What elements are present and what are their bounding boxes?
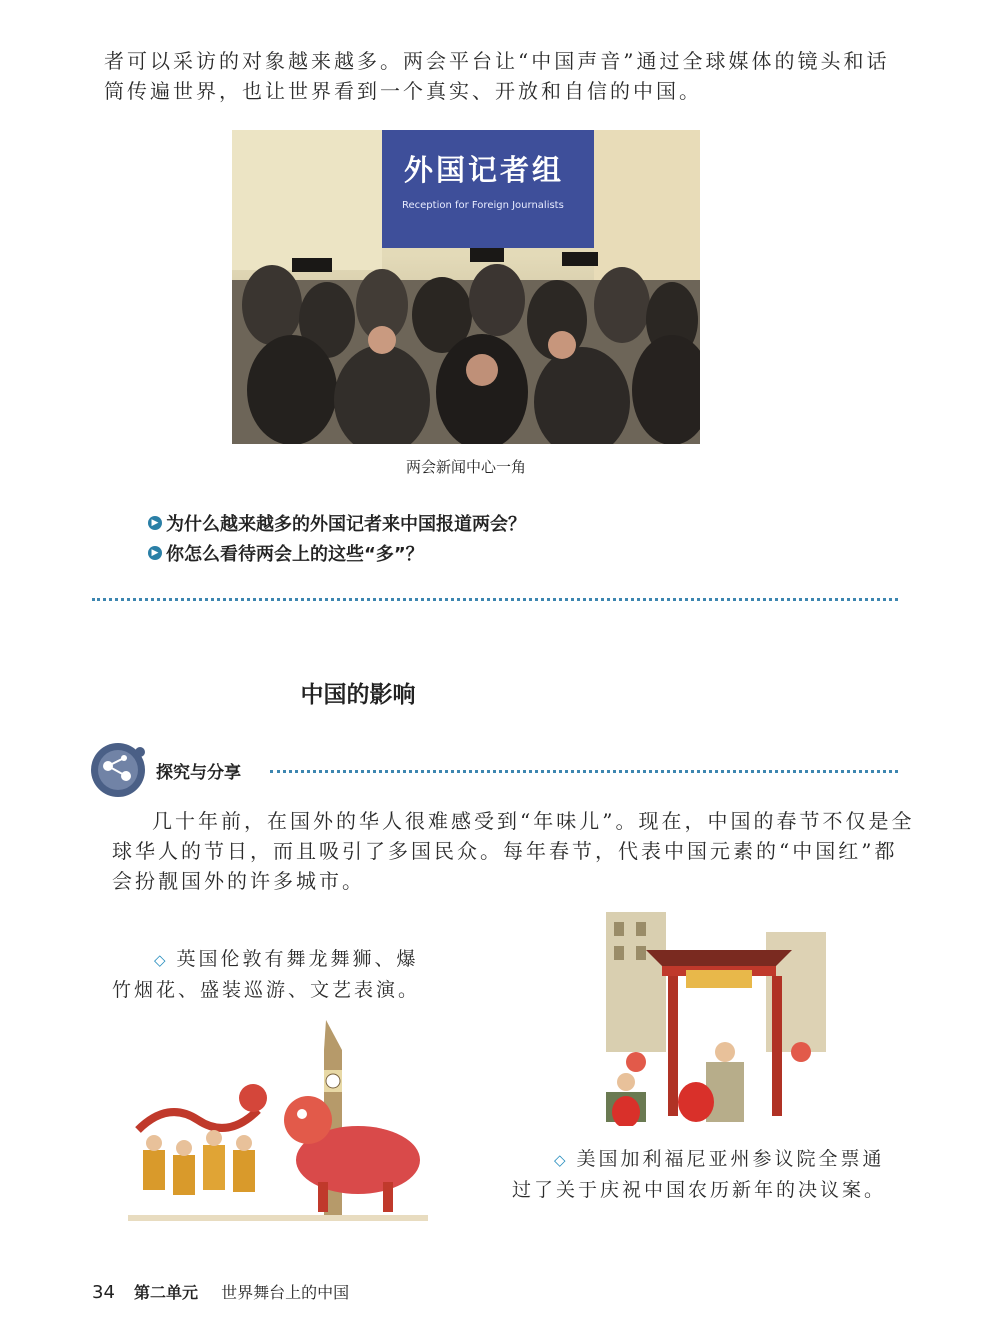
intro-line-1: 者可以采访的对象越来越多。两会平台让“中国声音”通过全球媒体的镜头和话 — [104, 49, 890, 73]
london-line-2: 竹烟花、盛装巡游、文艺表演。 — [112, 979, 421, 1001]
question-2 — [148, 540, 424, 566]
london-caption — [112, 944, 420, 1005]
body-line-2: 球华人的节日，而且吸引了多国民众。每年春节，代表中国元素的“中国红”都 — [112, 839, 898, 863]
unit-title: 世界舞台上的中国 — [221, 1283, 350, 1302]
banner-subtitle: Reception for Foreign Journalists — [402, 200, 564, 211]
section-divider — [92, 598, 898, 601]
body-line-1: 几十年前，在国外的华人很难感受到“年味儿”。现在，中国的春节不仅是全 — [152, 809, 915, 833]
press-center-photo — [232, 130, 700, 444]
page-footer — [92, 1280, 349, 1303]
explore-divider — [270, 770, 898, 773]
california-chinatown-gate-illustration — [596, 912, 832, 1130]
explore-share-label: 探究与分享 — [156, 763, 241, 783]
london-dragon-lion-dance-illustration — [128, 1010, 428, 1236]
arrow-bullet-icon: ▶ — [148, 516, 162, 530]
california-line-1: 美国加利福尼亚州参议院全票通 — [576, 1148, 885, 1170]
foreign-journalists-banner — [382, 130, 594, 248]
intro-paragraph — [104, 46, 889, 106]
california-caption — [512, 1144, 886, 1205]
body-paragraph — [112, 806, 914, 896]
diamond-bullet-icon: ◇ — [554, 1151, 569, 1169]
question-1 — [148, 510, 526, 536]
intro-line-2: 筒传遍世界，也让世界看到一个真实、开放和自信的中国。 — [104, 79, 702, 103]
explore-share-icon — [90, 742, 150, 802]
london-line-1: 英国伦敦有舞龙舞狮、爆 — [176, 948, 419, 970]
unit-label: 第二单元 — [134, 1283, 199, 1302]
page-number: 34 — [92, 1282, 115, 1303]
banner-title: 外国记者组 — [404, 153, 565, 187]
diamond-bullet-icon: ◇ — [154, 951, 169, 969]
photo-caption: 两会新闻中心一角 — [405, 458, 526, 476]
question-2-text: 你怎么看待两会上的这些“多”？ — [166, 544, 424, 565]
california-line-2: 过了关于庆祝中国农历新年的决议案。 — [512, 1179, 887, 1201]
body-line-3: 会扮靓国外的许多城市。 — [112, 869, 365, 893]
arrow-bullet-icon: ▶ — [148, 546, 162, 560]
question-1-text: 为什么越来越多的外国记者来中国报道两会？ — [166, 514, 526, 535]
section-title: 中国的影响 — [300, 682, 416, 708]
